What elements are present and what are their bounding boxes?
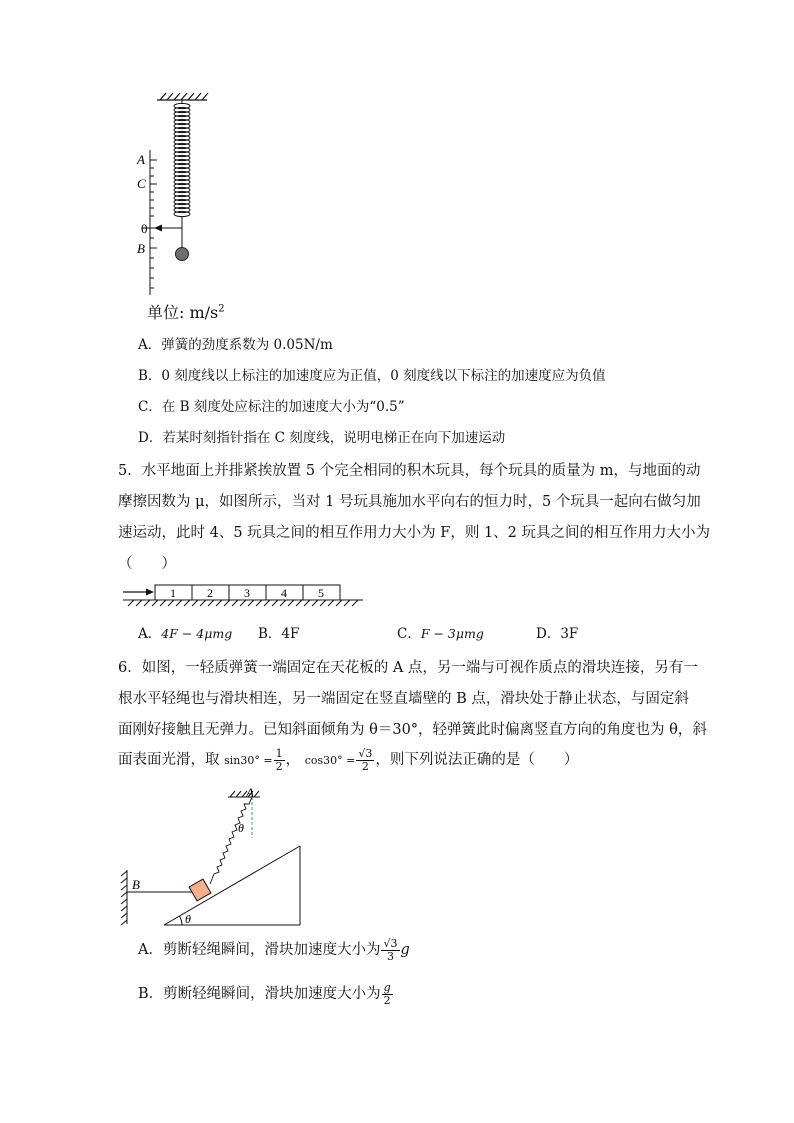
- q4-option-a: A．弹簧的劲度系数为 0.05N/m: [138, 337, 333, 353]
- ceiling-a: [228, 791, 260, 797]
- force-arrow: [123, 589, 154, 596]
- q5-option-d: D．3F: [536, 626, 579, 642]
- q6-option-a: A．剪断轻绳瞬间，滑块加速度大小为 $\frac{√3}{3}$ g: [138, 936, 410, 963]
- slider-block: [189, 879, 211, 901]
- q6-line-1: 6．如图，一轻质弹簧一端固定在天花板的 A 点，另一端与可视作质点的滑块连接，另有一: [118, 660, 698, 676]
- q5-line-3: 速运动，此时 4、5 玩具之间的相互作用力大小为 F，则 1、2 玩具之间的相互作用力大小为: [118, 525, 711, 541]
- spring-accelerometer-figure: [125, 90, 235, 305]
- unit-label: 单位: $m/s^2$: [147, 303, 225, 322]
- ceiling: [157, 93, 208, 100]
- ground: [123, 600, 363, 606]
- q5-line-1: 5．水平地面上并排紧挨放置 5 个完全相同的积木玩具，每个玩具的质量为 m，与地面的动: [118, 463, 701, 479]
- q6-line-2: 根水平轻绳也与滑块相连，另一端固定在竖直墙壁的 B 点，滑块处于静止状态，与固定斜: [118, 691, 689, 707]
- inclined-spring: [210, 797, 252, 884]
- block-3-label: 3: [244, 586, 250, 600]
- q6-line-4: 面表面光滑，取 sin30° = $\frac{1}{2}$ ， cos30° = $\frac{√3}{2}$ ，则下列说法正确的是（ ）: [118, 746, 579, 773]
- incline-figure: [118, 780, 308, 930]
- option-b-fraction: $\frac{g}{2}$: [383, 980, 391, 1007]
- block-1-label: 1: [170, 586, 176, 600]
- pointer-arrow: [154, 225, 182, 232]
- block-4-label: 4: [281, 586, 287, 600]
- point-b-label: B: [132, 877, 140, 892]
- theta-bottom-label: θ: [185, 912, 191, 926]
- ball: [176, 248, 189, 261]
- q5-option-a: A．4F − 4μmg: [138, 626, 233, 642]
- spring: [174, 100, 190, 248]
- scale-label-a: A: [137, 152, 145, 167]
- q6-line-3: 面刚好接触且无弹力。已知斜面倾角为 θ＝30°，轻弹簧此时偏离竖直方向的角度也为 θ，斜: [118, 722, 707, 738]
- q5-option-b: B．4F: [258, 626, 300, 642]
- option-a-fraction: $\frac{√3}{3}$: [383, 936, 398, 963]
- q5-option-c: C．F − 3μmg: [397, 626, 484, 642]
- point-a-label: A: [246, 785, 254, 800]
- scale-label-c: C: [137, 176, 146, 191]
- q4-option-c: C．在 B 刻度处应标注的加速度大小为“0.5”: [138, 399, 405, 415]
- q4-option-d: D．若某时刻指针指在 C 刻度线，说明电梯正在向下加速运动: [138, 430, 506, 446]
- wall-b: [121, 870, 127, 925]
- cos-fraction: $\frac{√3}{2}$: [358, 746, 373, 773]
- q4-option-b: B．0 刻度线以上标注的加速度应为正值，0 刻度线以下标注的加速度应为负值: [138, 368, 606, 384]
- q5-line-4: （ ）: [118, 556, 176, 572]
- scale-label-b: B: [137, 241, 145, 256]
- block-2-label: 2: [207, 586, 213, 600]
- blocks-figure: [118, 578, 368, 610]
- sin-fraction: $\frac{1}{2}$: [275, 746, 283, 773]
- block-5-label: 5: [318, 586, 324, 600]
- q6-option-b: B．剪断轻绳瞬间，滑块加速度大小为 $\frac{g}{2}$: [138, 980, 391, 1007]
- theta-top-label: θ: [238, 821, 244, 835]
- q5-line-2: 摩擦因数为 μ，如图所示，当对 1 号玩具施加水平向右的恒力时，5 个玩具一起向右做匀加: [118, 494, 701, 510]
- scale-label-zero: 0: [141, 221, 148, 236]
